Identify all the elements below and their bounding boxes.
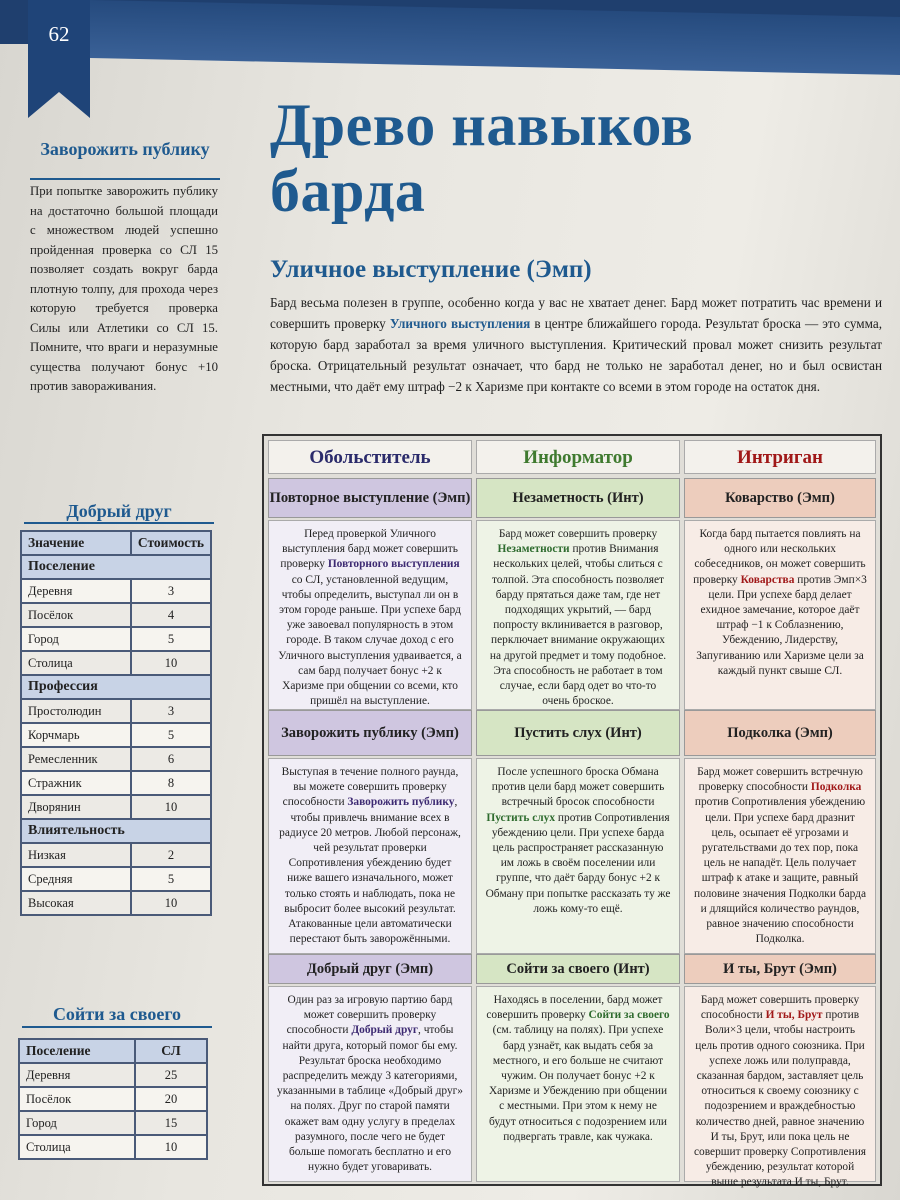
skill-text: Когда бард пытается повлиять на одного или нескольких собеседников, он может совершить проверку: [693, 528, 866, 586]
skill-keyword: Сойти за своего: [588, 1009, 670, 1022]
cell-label: Простолюдин: [21, 699, 131, 723]
cell-value: 5: [131, 867, 211, 891]
cell-label: Ремесленник: [21, 747, 131, 771]
bookmark-ribbon: [28, 0, 90, 118]
table-row: [21, 579, 211, 603]
section-row: [21, 555, 211, 579]
cell-value: 5: [131, 723, 211, 747]
section-subtitle: Уличное выступление (Эмп): [270, 256, 592, 283]
skill-text: Бард может совершить встречную проверку способности: [697, 766, 863, 794]
cell-value: 10: [135, 1135, 207, 1159]
intro-text-1: Бард весьма полезен в группе, особенно когда у вас не хватает денег. Бард может потратить час времени и совершить проверку: [270, 295, 882, 331]
table-row: [21, 723, 211, 747]
cell-value: 10: [131, 795, 211, 819]
cell-value: 20: [135, 1087, 207, 1111]
cell-value: 5: [131, 627, 211, 651]
table-row: [21, 747, 211, 771]
table-row: [21, 699, 211, 723]
skill-tree-grid: [262, 434, 882, 1189]
cell-value: 3: [131, 579, 211, 603]
section-label: Поселение: [21, 555, 211, 579]
cell-label: Город: [19, 1111, 135, 1135]
column-header: Значение: [21, 531, 131, 555]
cell-label: Стражник: [21, 771, 131, 795]
skill-title: Незаметность (Инт): [476, 478, 680, 518]
blend-in-table: [18, 1038, 208, 1160]
skill-text: , чтобы привлечь внимание всех в радиусе 20 метров. Любой персонаж, чей результат проверки Сопротивления убеждению будет ниже вашего изначального, может только стоять и наблюдать, пока не выбросит более высокий результат. Атакованные цели автоматически перестают быть заворожёнными.: [279, 796, 461, 946]
table-row: [21, 771, 211, 795]
section-row: [21, 819, 211, 843]
cell-value: 6: [131, 747, 211, 771]
cell-label: Высокая: [21, 891, 131, 915]
skill-description: [268, 520, 472, 710]
table-row: [21, 843, 211, 867]
skill-title: Добрый друг (Эмп): [268, 954, 472, 984]
cell-value: 10: [131, 651, 211, 675]
table-header-row: [19, 1039, 207, 1063]
skill-text: Находясь в поселении, бард может совершить проверку: [486, 994, 663, 1022]
table-row: [19, 1111, 207, 1135]
cell-value: 25: [135, 1063, 207, 1087]
skill-keyword: Коварства: [740, 573, 795, 586]
section-row: [21, 675, 211, 699]
sidebar-enchant-title: Заворожить публику: [40, 139, 210, 159]
skill-keyword: Незаметности: [497, 543, 570, 556]
skill-keyword: Подколка: [810, 781, 862, 794]
cell-label: Средняя: [21, 867, 131, 891]
sidebar-rule: [22, 1026, 212, 1028]
intro-paragraph: [270, 292, 882, 397]
cell-value: 8: [131, 771, 211, 795]
table-row: [21, 891, 211, 915]
skill-text: Перед проверкой Уличного выступления бард может совершить проверку: [280, 528, 458, 571]
skill-description: [268, 758, 472, 954]
skill-description: [476, 520, 680, 710]
cell-label: Посёлок: [19, 1087, 135, 1111]
skill-text: против Эмп×3 цели. При успехе бард делает ехидное замечание, которое даёт штраф −1 к Соблазнению, Убеждению, Лидерству, Запугиванию или Харизме цели за каждый пункт свыше СЛ.: [696, 573, 867, 677]
table-header-row: [21, 531, 211, 555]
intro-text-2: в центре ближайшего города. Результат броска — это сумма, которую бард заработал за время уличного выступления. Критический провал может снизить результат броска. Отрицательный результат означает, что бард не только не заработал денег, но и был освистан местными, что даёт ему штраф −2 к Харизме при контакте со всеми в этом городе на остаток дня.: [270, 316, 882, 394]
cell-value: 15: [135, 1111, 207, 1135]
skill-title: Повторное выступление (Эмп): [268, 478, 472, 518]
cell-label: Дворянин: [21, 795, 131, 819]
skill-description: [684, 520, 876, 710]
cell-value: 2: [131, 843, 211, 867]
skill-title: Пустить слух (Инт): [476, 710, 680, 756]
intro-keyword: Уличного выступления: [389, 316, 531, 331]
table-row: [19, 1063, 207, 1087]
skill-text: После успешного броска Обмана против цели бард может совершить встречный бросок способности: [491, 766, 665, 809]
cell-label: Город: [21, 627, 131, 651]
sidebar-enchant-text: При попытке заворожить публику на достаточно большой площади с множеством людей успешно пройденная проверка со СЛ 15 позволяет создать вокруг барда плотную толпу, для прохода через которую требуется проверка Силы или Атлетики со СЛ 15. Помните, что враги и неразумные существа получают бонус +10 против завораживания.: [30, 184, 218, 393]
column-header: Стоимость: [131, 531, 211, 555]
skill-title: Подколка (Эмп): [684, 710, 876, 756]
section-label: Влиятельность: [21, 819, 211, 843]
skill-text: против Воли×3 цели, чтобы настроить цель против одного союзника. При успехе ложь или полуправда, сказанная бардом, заставляет цель относиться к своему союзнику с подозрением и враждебностью количество дней, равное значению И ты, Брут, или пока цель не совершит проверку Сопротивления убеждению, результат которой выше результата И ты, Брут.: [693, 1009, 867, 1189]
page-title: [270, 92, 870, 224]
skill-title: Сойти за своего (Инт): [476, 954, 680, 984]
table-row: [19, 1087, 207, 1111]
section-label: Профессия: [21, 675, 211, 699]
skill-text: против Сопротивления убеждению цели. При успехе бард дразнит цель, осыпает её угрозами и ругательствами до тех пор, пока цель не нападёт. Цель получает штраф к атаке и защите, равный половине значения Подколки барда и длящийся количество раундов, равное значению способности Подколка.: [693, 796, 867, 946]
skill-description: [476, 758, 680, 954]
skill-text: против Сопротивления убеждению цели. При успехе барда цель распространяет рассказанную им ложь в своём поселении или группе, что даёт барду бонус +2 к Обману при попытке рассказать ту же ложь кому-то ещё.: [485, 811, 671, 915]
skill-text: Один раз за игровую партию бард может совершить проверку способности: [286, 994, 453, 1037]
cell-label: Посёлок: [21, 603, 131, 627]
cell-label: Столица: [21, 651, 131, 675]
skill-title: Коварство (Эмп): [684, 478, 876, 518]
skill-text: (см. таблицу на полях). При успехе бард узнаёт, как выдать себя за местного, и его больше не считают чужим. Он получает бонус +2 к Харизме и Убеждению при общении с местными. При этом к нему не будут относиться с подозрением или подвергать травле, как чужака.: [488, 1024, 668, 1143]
sidebar-rule: [24, 522, 214, 524]
column-header: СЛ: [135, 1039, 207, 1063]
column-header-1: Обольститель: [268, 440, 472, 474]
skill-text: Бард может совершить проверку способности: [700, 994, 860, 1022]
cell-label: Низкая: [21, 843, 131, 867]
skill-description: [684, 758, 876, 954]
title-line-1: Древо навыков: [270, 92, 694, 158]
column-header: Поселение: [19, 1039, 135, 1063]
cell-value: 4: [131, 603, 211, 627]
skill-keyword: Пустить слух: [486, 811, 556, 824]
skill-description: [684, 986, 876, 1189]
skill-title: И ты, Брут (Эмп): [684, 954, 876, 984]
sidebar-rule: [30, 178, 220, 180]
table-row: [21, 795, 211, 819]
skill-title: Заворожить публику (Эмп): [268, 710, 472, 756]
skill-description: [476, 986, 680, 1182]
skill-keyword: Добрый друг: [351, 1024, 418, 1037]
table-row: [21, 627, 211, 651]
good-friend-table-title: Добрый друг: [66, 501, 172, 521]
skill-keyword: Заворожить публику: [347, 796, 455, 809]
skill-keyword: Повторного выступления: [327, 558, 460, 571]
table-row: [21, 651, 211, 675]
skill-text: со СЛ, установленной ведущим, чтобы определить, выступал ли он в этом городе раньше. При успехе бард уже завоевал популярность в этом городе. В таком случае доход с его Уличного выступления удваивается, а сам бард получает бонус +2 к Харизме при общении со всеми, кто пришёл на выступление.: [278, 573, 462, 708]
cell-label: Деревня: [19, 1063, 135, 1087]
blend-in-table-title: Сойти за своего: [52, 1004, 182, 1024]
page-number: 62: [48, 22, 70, 46]
column-header-2: Информатор: [476, 440, 680, 474]
good-friend-table: [20, 530, 212, 916]
table-row: [21, 603, 211, 627]
skill-description: [268, 986, 472, 1182]
title-line-2: барда: [270, 158, 426, 224]
cell-label: Деревня: [21, 579, 131, 603]
cell-label: Столица: [19, 1135, 135, 1159]
skill-text: , чтобы найти друга, который помог бы ему. Результат броска необходимо распределить между 3 категориями, указанными в таблице «Добрый друг» на полях. Друг по старой памяти окажет вам одну услугу в пределах разумного, после чего не будет больше помогать бесплатно и его нужно будет уговаривать.: [277, 1024, 464, 1174]
cell-value: 3: [131, 699, 211, 723]
cell-value: 10: [131, 891, 211, 915]
skill-text: Выступая в течение полного раунда, вы можете совершить проверку способности: [281, 766, 459, 809]
skill-text: против Внимания нескольких целей, чтобы слиться с толпой. Эта способность позволяет барду прятаться даже там, где нет подходящих укрытий, — бард попросту вклинивается в разговор, перключает внимание окружающих на другой предмет и тому подобное. Эта способность не работает в том случае, если бард одет во что-то очень броское.: [489, 543, 667, 708]
table-row: [21, 867, 211, 891]
skill-text: Бард может совершить проверку: [498, 528, 658, 540]
table-row: [19, 1135, 207, 1159]
skill-keyword: И ты, Брут: [765, 1009, 823, 1022]
column-header-3: Интриган: [684, 440, 876, 474]
cell-label: Корчмарь: [21, 723, 131, 747]
